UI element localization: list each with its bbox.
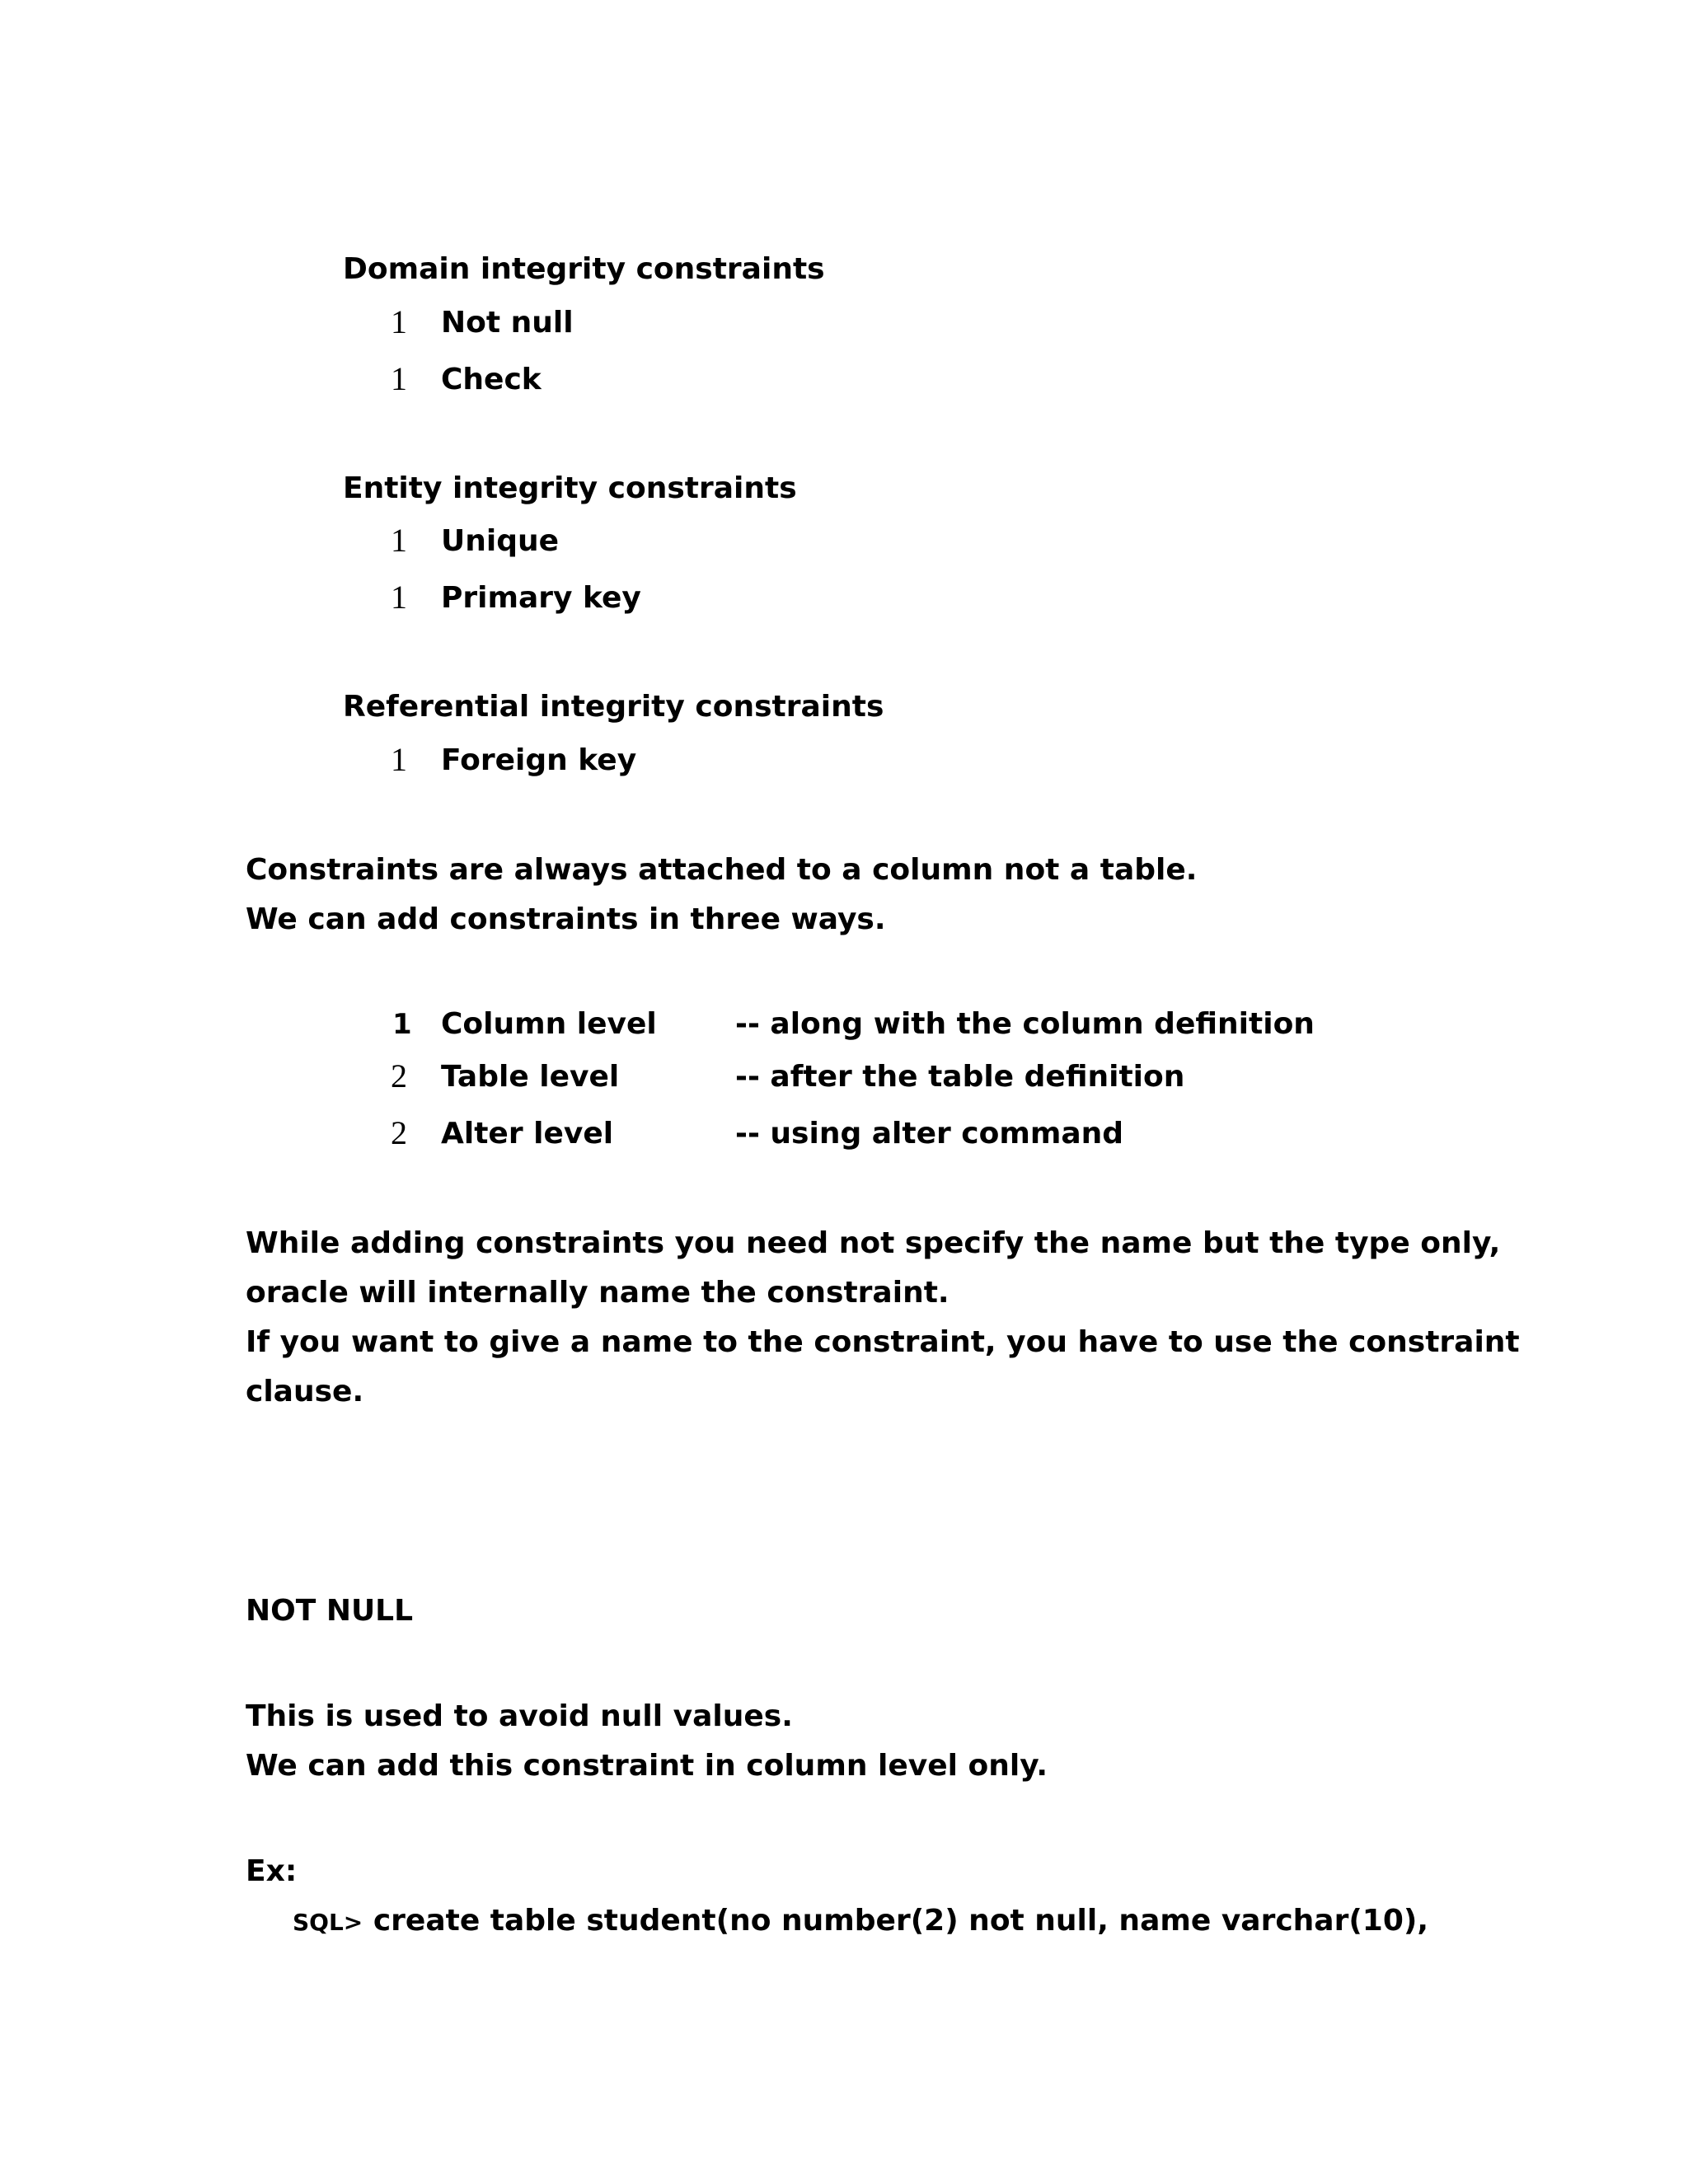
naming-line: clause. <box>246 1375 364 1408</box>
way-level-alter: Alter level <box>441 1117 614 1151</box>
naming-line: While adding constraints you need not specify the name but the type only, <box>246 1226 1501 1260</box>
intro-line: We can add constraints in three ways. <box>246 902 886 936</box>
sql-command: create table student(no number(2) not null, name varchar(10), <box>373 1904 1429 1938</box>
intro-line: Constraints are always attached to a column not a table. <box>246 853 1198 887</box>
way-level-table: Table level <box>441 1060 620 1094</box>
not-null-heading: NOT NULL <box>246 1594 414 1628</box>
not-null-line: We can add this constraint in column level only. <box>246 1749 1048 1783</box>
list-item-not-null: Not null <box>441 306 574 340</box>
section-heading-domain: Domain integrity constraints <box>343 252 825 286</box>
sql-prompt: SQL> <box>293 1909 363 1936</box>
not-null-line: This is used to avoid null values. <box>246 1699 793 1733</box>
section-heading-entity: Entity integrity constraints <box>343 471 797 505</box>
way-description-table: -- after the table definition <box>735 1060 1185 1094</box>
naming-line: If you want to give a name to the constraint, you have to use the constraint <box>246 1325 1520 1359</box>
list-marker: 1 <box>391 579 407 616</box>
naming-line: oracle will internally name the constraint. <box>246 1276 950 1310</box>
list-marker: 1 <box>391 522 407 559</box>
way-description-alter: -- using alter command <box>735 1117 1124 1151</box>
ways-marker: 2 <box>391 1114 407 1151</box>
ways-marker: 2 <box>391 1057 407 1094</box>
sql-example <box>293 1906 1428 1936</box>
list-item-foreign-key: Foreign key <box>441 743 637 777</box>
ways-marker: 1 <box>392 1008 412 1041</box>
section-heading-referential: Referential integrity constraints <box>343 690 884 724</box>
list-marker: 1 <box>391 741 407 778</box>
list-marker: 1 <box>391 303 407 340</box>
way-level-column: Column level <box>441 1007 657 1041</box>
way-description-column: -- along with the column definition <box>735 1007 1315 1041</box>
list-item-unique: Unique <box>441 524 560 558</box>
list-item-primary-key: Primary key <box>441 581 641 615</box>
list-item-check: Check <box>441 363 542 396</box>
example-label: Ex: <box>246 1854 298 1888</box>
list-marker: 1 <box>391 360 407 397</box>
